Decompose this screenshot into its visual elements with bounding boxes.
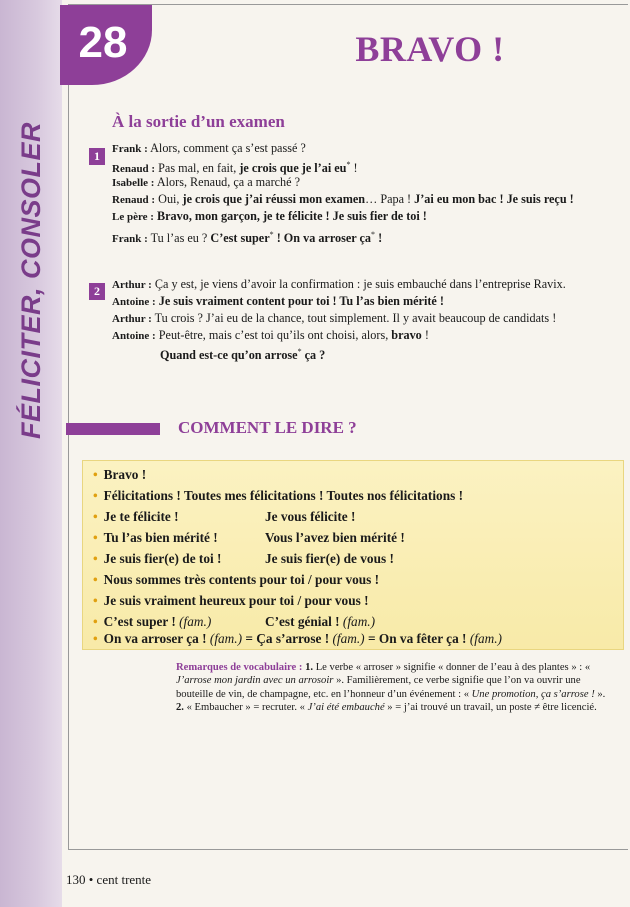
dialogue-text: C’est super — [210, 231, 270, 246]
dialogue-text: Bravo, mon garçon, je te félicite ! Je suis fier de toi ! — [157, 209, 427, 223]
phrase-line: • Je te félicite ! — [93, 509, 179, 524]
phrase-line: • C’est super ! (fam.) — [93, 614, 212, 629]
dialogue-text: bravo — [391, 328, 422, 342]
speaker-name: Renaud : — [112, 194, 156, 206]
section-title: À la sortie d’un examen — [112, 112, 285, 131]
dialogue-line — [112, 191, 574, 208]
dialogue-text: Tu crois ? J’ai eu de la chance, tout simplement. Il y avait beaucoup de candidats ! — [154, 311, 557, 325]
phrase-line-alt: Je suis fier(e) de vous ! — [265, 551, 394, 566]
phrase-line: • Nous sommes très contents pour toi / pour vous ! — [93, 572, 380, 587]
vocabulary-remarks: Remarques de vocabulaire : 1. Le verbe « arroser » signifie « donner de l’eau à des plantes » : « J’arrose mon jardin avec un arrosoir ». Familièrement, ce verbe signifie que l’on va ouvrir une bouteille de vin, de champagne, etc. en l’honneur d’un événement : « Une promotion, ça s’arrose ! ». 2. « Embaucher » = recruter. « J’ai été embauché » = j’ai trouvé un travail, un poste ≠ être licencié. — [176, 662, 606, 714]
speaker-name: Arthur : — [112, 279, 152, 291]
dialogue-text: * — [269, 230, 274, 239]
speaker-name: Frank : — [112, 233, 148, 246]
dialogue-text: je crois que j’ai réussi mon examen — [182, 192, 366, 206]
dialogue-text: Alors, Renaud, ça a marché ? — [156, 175, 300, 189]
phrase-line: • Je suis fier(e) de toi ! — [93, 551, 222, 566]
side-band — [0, 0, 62, 907]
dialogue-text: Alors, comment ça s’est passé ? — [150, 141, 306, 155]
section-bar — [66, 423, 160, 435]
dialogue-text: ! — [421, 328, 429, 342]
dialogue-text: je crois que je l’ai eu — [239, 161, 347, 176]
dialogue-text: ça ? — [301, 348, 326, 363]
comment-le-dire-title: COMMENT LE DIRE ? — [178, 418, 357, 437]
phrase-line-alt: Je vous félicite ! — [265, 509, 356, 524]
speaker-name: Arthur : — [112, 313, 152, 325]
phrase-line: • Tu l’as bien mérité ! — [93, 530, 218, 545]
dialogue-text: Ça y est, je viens d’avoir la confirmation : je suis embauché dans l’entreprise Ravix. — [154, 277, 566, 291]
page-footer: 130 • cent trente — [66, 872, 152, 887]
dialogue-number-2: 2 — [89, 283, 105, 300]
page-title: BRAVO ! — [355, 29, 505, 69]
dialogue-text: ! — [350, 161, 358, 176]
dialogue-line — [112, 208, 427, 225]
dialogue-text: ! On va arroser ça — [273, 231, 372, 246]
side-title — [6, 110, 56, 450]
dialogue-text: Peut-être, mais c’est toi qu’ils ont choisi, alors, — [158, 328, 392, 342]
dialogue-text: Je suis vraiment content pour toi ! Tu l’as bien mérité ! — [158, 294, 444, 308]
dialogue-text: * — [297, 347, 302, 356]
dialogue-line — [112, 327, 429, 344]
frame-line-bottom — [68, 849, 628, 850]
dialogue-line — [160, 344, 325, 363]
dialogue-line — [112, 227, 382, 247]
speaker-name: Le père : — [112, 211, 154, 223]
phrase-line: • Félicitations ! Toutes mes félicitations ! Toutes nos félicitations ! — [93, 488, 464, 503]
dialogue-line — [112, 140, 306, 157]
speaker-name: Renaud : — [112, 163, 156, 176]
phrase-box — [82, 460, 624, 650]
speaker-name: Antoine : — [112, 330, 156, 342]
dialogue-text: J’ai eu mon bac ! Je suis reçu ! — [414, 192, 574, 206]
dialogue-line — [112, 276, 566, 293]
dialogue-text: Oui, — [158, 192, 183, 206]
speaker-name: Isabelle : — [112, 177, 155, 189]
dialogue-text: * — [371, 230, 376, 239]
unit-number: 28 — [78, 18, 128, 67]
dialogue-text: … Papa ! — [365, 192, 415, 206]
dialogue-text: Quand est-ce qu’on arrose — [160, 348, 298, 363]
dialogue-number-1: 1 — [89, 148, 105, 165]
frame-line-top — [68, 4, 628, 5]
phrase-line: • Bravo ! — [93, 467, 147, 482]
phrase-line: • Je suis vraiment heureux pour toi / pour vous ! — [93, 593, 369, 608]
phrase-line: • On va arroser ça ! (fam.) = Ça s’arrose ! (fam.) = On va fêter ça ! (fam.) — [93, 631, 502, 646]
side-title-text: FÉLICITER, CONSOLER — [15, 121, 46, 439]
dialogue-text: ! — [375, 231, 383, 246]
phrase-line-alt: C’est génial ! (fam.) — [265, 614, 376, 629]
speaker-name: Antoine : — [112, 296, 156, 308]
dialogue-line — [112, 293, 444, 310]
dialogue-line — [112, 174, 300, 191]
phrase-line-alt: Vous l’avez bien mérité ! — [265, 530, 405, 545]
dialogue-text: Tu l’as eu ? — [150, 231, 211, 246]
dialogue-line — [112, 310, 556, 327]
speaker-name: Frank : — [112, 143, 148, 155]
dialogue-text: Pas mal, en fait, — [158, 161, 240, 176]
unit-number-badge — [60, 5, 152, 85]
dialogue-text: * — [346, 160, 351, 169]
